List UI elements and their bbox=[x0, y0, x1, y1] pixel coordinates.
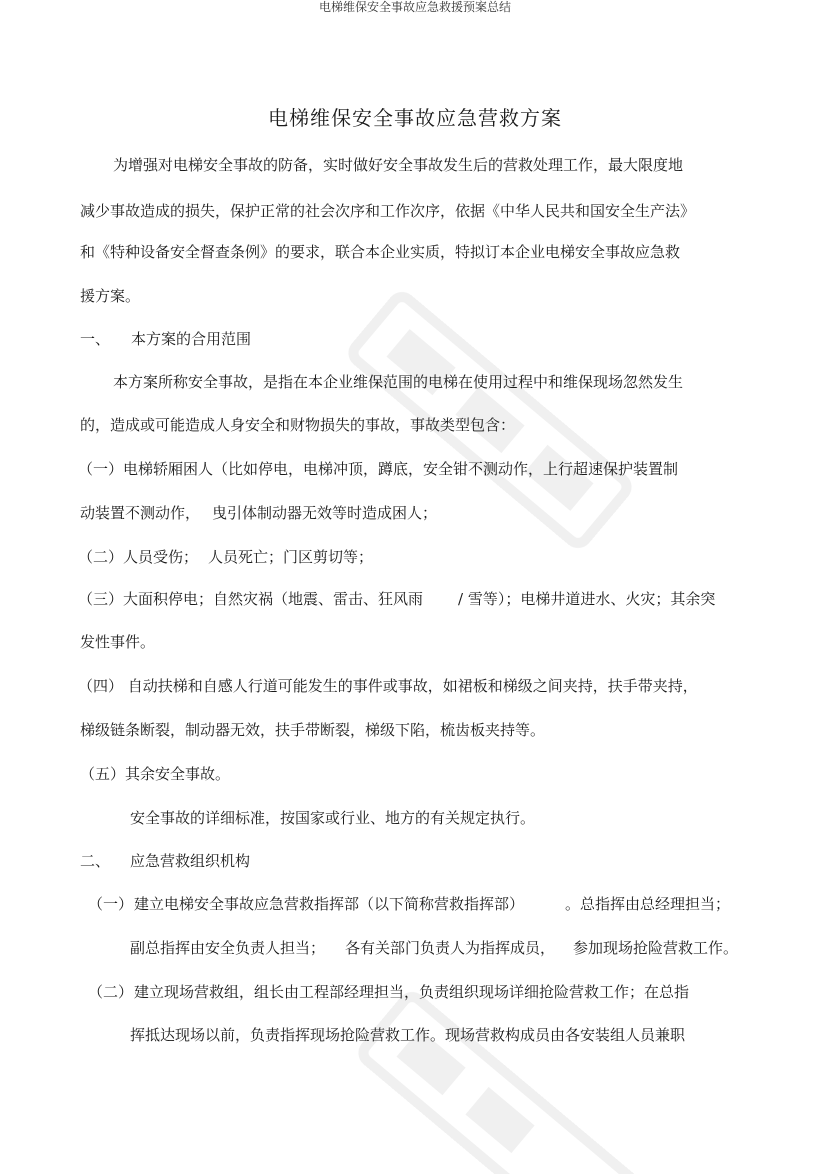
section-2-number: 二、 bbox=[80, 852, 111, 870]
org-1-line-1a: 建立电梯安全事故应急营救指挥部（以下简称营救指挥部） bbox=[134, 895, 525, 913]
org-2-line-1: 建立现场营救组，组长由工程部经理担当，负责组织现场详细抢险营救工作；在总指 bbox=[134, 983, 690, 1001]
item-2-part-a: （二）人员受伤； bbox=[78, 548, 199, 566]
intro-line-3: 和《特种设备安全督查条例》的要求，联合本企业实质，特拟订本企业电梯安全事故应急救 bbox=[80, 243, 681, 261]
intro-line-2: 减少事故造成的损失，保护正常的社会次序和工作次序，依据《中华人民共和国安全生产法》 bbox=[80, 202, 696, 220]
item-3-part-a: （三）大面积停电；自然灾祸（地震、雷击、狂风雨 bbox=[78, 590, 424, 608]
item-5: （五）其余安全事故。 bbox=[80, 765, 231, 783]
org-1-label: （一） bbox=[88, 895, 134, 913]
item-1-line-1: （一）电梯轿厢困人（比如停电，电梯冲顶，蹲底，安全钳不测动作，上行超速保护装置制 bbox=[78, 460, 679, 478]
section-2-heading: 应急营救组织机构 bbox=[130, 852, 251, 870]
item-3-part-b: / 雪等）；电梯井道进水、火灾；其余突 bbox=[458, 590, 716, 608]
section-1-heading: 本方案的合用范围 bbox=[131, 330, 252, 348]
scope-line-1: 本方案所称安全事故，是指在本企业维保范围的电梯在使用过程中和维保现场忽然发生 bbox=[113, 373, 684, 391]
item-1-line-2b: 曳引体制动器无效等时造成困人； bbox=[212, 504, 438, 522]
org-1-line-1b: 。总指挥由总经理担当； bbox=[565, 895, 731, 913]
org-2-label: （二） bbox=[88, 983, 134, 1001]
intro-line-4: 援方案。 bbox=[80, 287, 141, 305]
intro-line-1: 为增强对电梯安全事故的防备，实时做好安全事故发生后的营救处理工作，最大限度地 bbox=[113, 156, 684, 174]
scope-line-2: 的，造成或可能造成人身安全和财物损失的事故，事故类型包含： bbox=[80, 416, 516, 434]
document-title: 电梯维保安全事故应急营救方案 bbox=[268, 106, 562, 130]
standard-line: 安全事故的详细标准，按国家或行业、地方的有关规定执行。 bbox=[130, 809, 536, 827]
item-2-part-b: 人员死亡；门区剪切等； bbox=[208, 548, 374, 566]
running-header: 电梯维保安全事故应急救援预案总结 bbox=[318, 0, 511, 14]
item-4-line-2: 梯级链条断裂，制动器无效，扶手带断裂，梯级下陷，梳齿板夹持等。 bbox=[80, 721, 546, 739]
org-2-line-2: 挥抵达现场以前，负责指挥现场抢险营救工作。现场营救构成员由各安装组人员兼职 bbox=[130, 1026, 686, 1044]
section-1-number: 一、 bbox=[80, 330, 111, 348]
item-4-line-1: （四） 自动扶梯和自感人行道可能发生的事件或事故，如裙板和梯级之间夹持，扶手带夹持， bbox=[78, 677, 698, 695]
item-3-line-2: 发性事件。 bbox=[80, 633, 156, 651]
item-1-line-2a: 动装置不测动作， bbox=[80, 504, 201, 522]
org-1-line-2a: 副总指挥由安全负责人担当； bbox=[130, 939, 326, 957]
org-1-line-2c: 参加现场抢险营救工作。 bbox=[573, 939, 739, 957]
org-1-line-2b: 各有关部门负责人为指挥成员， bbox=[345, 939, 556, 957]
